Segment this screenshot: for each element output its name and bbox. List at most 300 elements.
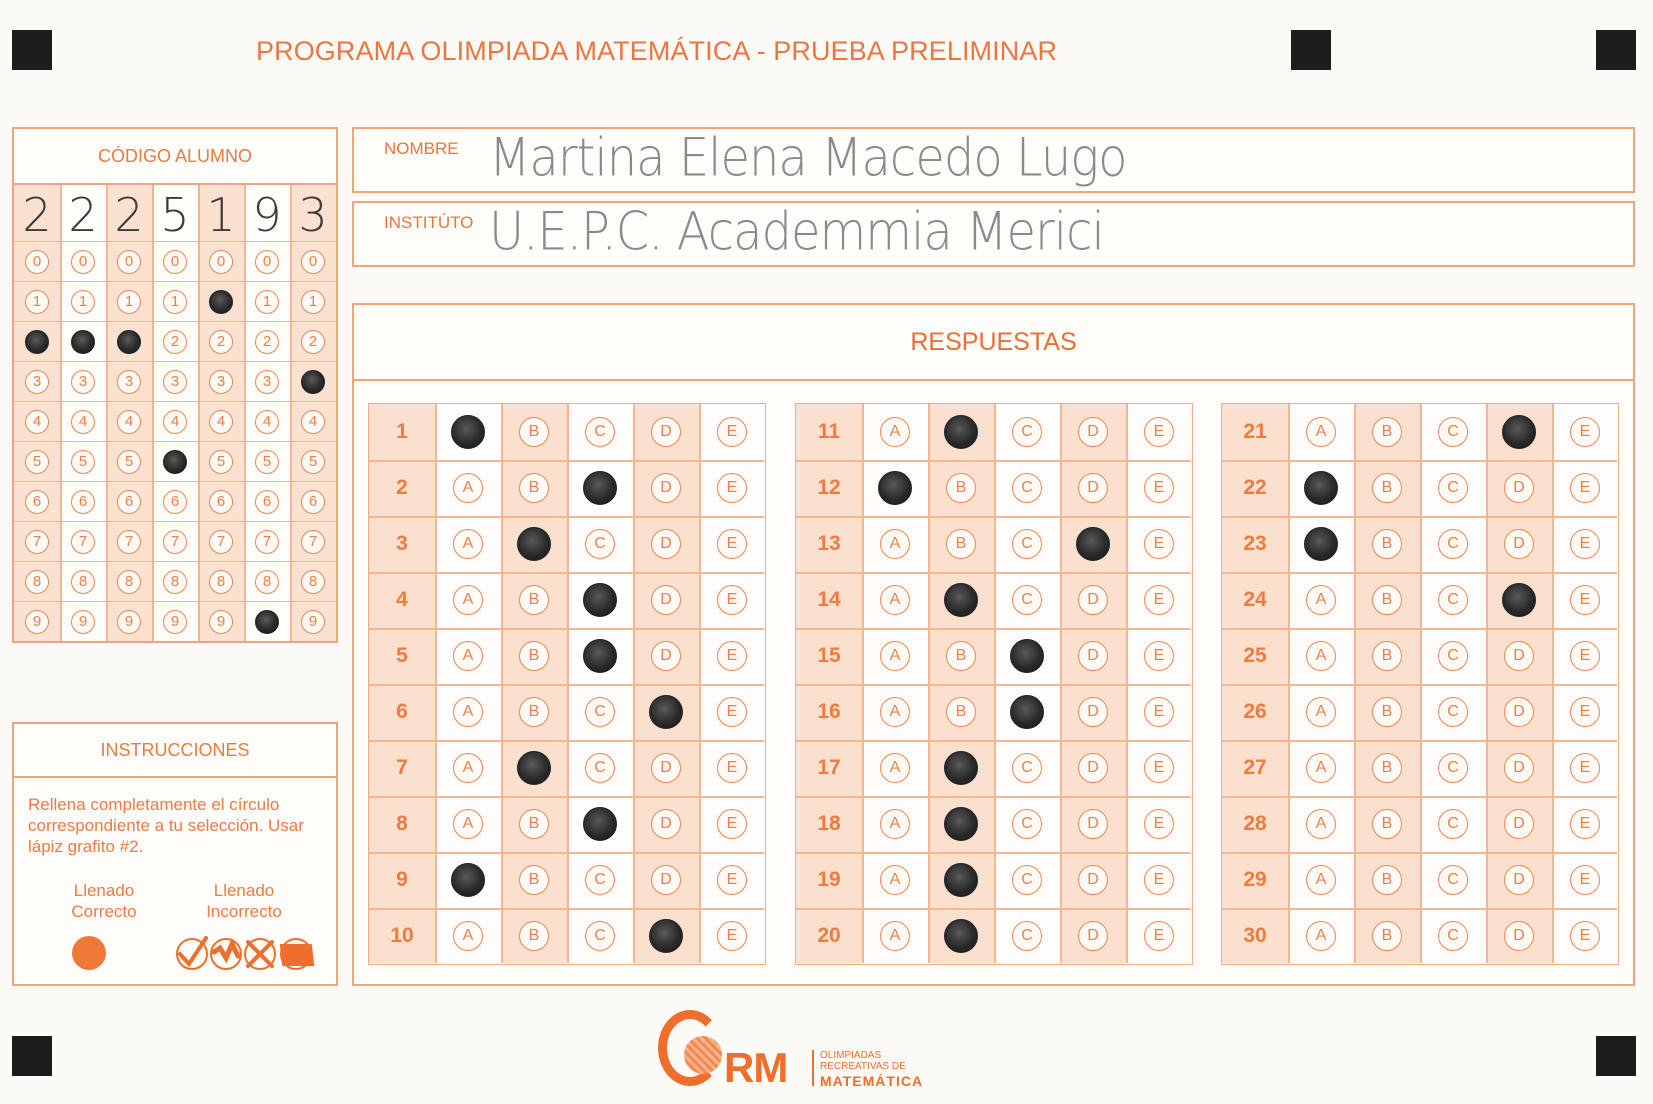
answer-bubble[interactable]: E <box>1570 529 1600 559</box>
answer-bubble[interactable]: A <box>880 697 910 727</box>
answer-bubble[interactable]: B <box>1372 865 1402 895</box>
code-bubble-filled[interactable] <box>117 330 141 354</box>
code-bubble-filled[interactable] <box>71 330 95 354</box>
code-bubble[interactable]: 9 <box>25 610 49 634</box>
code-bubble[interactable]: 4 <box>25 410 49 434</box>
answer-bubble[interactable]: D <box>651 473 681 503</box>
student-code-panel <box>12 127 338 643</box>
code-cell <box>152 281 198 321</box>
code-written-digit: 5 <box>160 188 190 242</box>
code-bubble[interactable]: 8 <box>209 570 233 594</box>
instructions-title: INSTRUCCIONES <box>14 724 336 778</box>
code-bubble[interactable]: 4 <box>255 410 279 434</box>
code-cell <box>106 321 152 361</box>
answer-row <box>369 684 764 740</box>
registration-mark-top-right <box>1596 30 1636 70</box>
code-column-divider <box>106 185 108 641</box>
code-bubble[interactable]: 3 <box>163 370 187 394</box>
code-bubble[interactable]: 2 <box>209 330 233 354</box>
answer-row <box>796 572 1191 628</box>
code-cell <box>152 601 198 641</box>
answer-bubble[interactable]: E <box>1144 865 1174 895</box>
code-cell <box>290 361 336 401</box>
answer-row <box>1222 796 1617 852</box>
code-bubble[interactable]: 1 <box>71 290 95 314</box>
answer-bubble-filled[interactable] <box>944 807 978 841</box>
answer-bubble[interactable]: A <box>880 753 910 783</box>
question-number: 23 <box>1243 532 1267 555</box>
answer-bubble[interactable]: B <box>946 641 976 671</box>
answer-bubble[interactable]: A <box>1306 417 1336 447</box>
registration-mark-bottom-right <box>1596 1036 1636 1076</box>
answer-bubble[interactable]: E <box>1570 753 1600 783</box>
code-bubble[interactable]: 2 <box>301 330 325 354</box>
answer-bubble[interactable]: D <box>1078 641 1108 671</box>
answer-bubble[interactable]: A <box>453 641 483 671</box>
answer-bubble[interactable]: E <box>717 865 747 895</box>
code-cell <box>60 441 106 481</box>
answer-bubble[interactable]: E <box>1570 585 1600 615</box>
answer-bubble[interactable]: E <box>1144 697 1174 727</box>
answer-bubble[interactable]: C <box>1012 417 1042 447</box>
answer-bubble[interactable]: B <box>1372 809 1402 839</box>
answer-bubble[interactable]: B <box>1372 753 1402 783</box>
code-cell <box>198 281 244 321</box>
answer-bubble[interactable]: B <box>519 417 549 447</box>
answer-bubble-filled[interactable] <box>517 527 551 561</box>
question-number: 28 <box>1243 812 1267 835</box>
code-bubble[interactable]: 1 <box>163 290 187 314</box>
answer-bubble[interactable]: A <box>453 753 483 783</box>
code-bubble[interactable]: 4 <box>163 410 187 434</box>
code-bubble[interactable]: 5 <box>209 450 233 474</box>
code-column <box>14 185 60 641</box>
code-bubble[interactable]: 4 <box>209 410 233 434</box>
answer-bubble-filled[interactable] <box>1304 471 1338 505</box>
code-bubble[interactable]: 7 <box>117 530 141 554</box>
answer-bubble[interactable]: E <box>717 473 747 503</box>
answer-bubble[interactable]: C <box>1438 417 1468 447</box>
answer-bubble[interactable]: D <box>1078 473 1108 503</box>
correct-fill-label: Llenado Correcto <box>71 881 137 921</box>
code-bubble[interactable]: 7 <box>163 530 187 554</box>
answer-bubble[interactable]: A <box>1306 809 1336 839</box>
answer-bubble-filled[interactable] <box>583 471 617 505</box>
code-written-digit: 3 <box>298 188 328 242</box>
question-number: 27 <box>1243 756 1267 779</box>
code-bubble[interactable]: 1 <box>117 290 141 314</box>
answer-bubble[interactable]: B <box>519 921 549 951</box>
code-cell <box>290 601 336 641</box>
code-cell <box>244 561 290 601</box>
answer-bubble[interactable]: D <box>651 809 681 839</box>
code-bubble[interactable]: 3 <box>25 370 49 394</box>
answer-bubble[interactable]: D <box>1078 921 1108 951</box>
code-bubble[interactable]: 4 <box>301 410 325 434</box>
code-bubble[interactable]: 5 <box>71 450 95 474</box>
name-label: NOMBRE <box>384 139 459 158</box>
answer-bubble-filled[interactable] <box>583 639 617 673</box>
code-bubble[interactable]: 8 <box>71 570 95 594</box>
code-cell <box>60 601 106 641</box>
answer-bubble-filled[interactable] <box>451 863 485 897</box>
correct-fill-example-icon <box>72 936 106 970</box>
answer-bubble[interactable]: D <box>651 753 681 783</box>
code-bubble[interactable]: 6 <box>301 490 325 514</box>
answer-bubble[interactable]: C <box>1012 753 1042 783</box>
answer-bubble[interactable]: A <box>1306 585 1336 615</box>
code-cell <box>14 401 60 441</box>
answer-bubble[interactable]: A <box>1306 697 1336 727</box>
answer-bubble[interactable]: C <box>585 865 615 895</box>
answers-panel <box>352 303 1635 986</box>
answer-bubble[interactable]: E <box>1570 641 1600 671</box>
code-bubble[interactable]: 3 <box>71 370 95 394</box>
answer-bubble[interactable]: B <box>1372 473 1402 503</box>
answer-row <box>796 796 1191 852</box>
answer-bubble[interactable]: E <box>1144 753 1174 783</box>
answer-bubble[interactable]: C <box>1438 809 1468 839</box>
answer-bubble-filled[interactable] <box>583 583 617 617</box>
code-bubble[interactable]: 0 <box>255 250 279 274</box>
code-bubble-filled[interactable] <box>209 290 233 314</box>
student-code-title: CÓDIGO ALUMNO <box>14 129 336 185</box>
answer-bubble[interactable]: B <box>1372 921 1402 951</box>
answer-bubble-filled[interactable] <box>1502 583 1536 617</box>
code-bubble[interactable]: 1 <box>255 290 279 314</box>
answer-bubble-filled[interactable] <box>1010 639 1044 673</box>
code-bubble[interactable]: 3 <box>117 370 141 394</box>
code-cell <box>14 521 60 561</box>
code-cell <box>198 601 244 641</box>
question-number: 19 <box>817 868 841 891</box>
code-cell <box>106 441 152 481</box>
answer-bubble[interactable]: B <box>519 865 549 895</box>
answer-bubble-filled[interactable] <box>649 695 683 729</box>
answer-row <box>1222 740 1617 796</box>
code-bubble[interactable]: 3 <box>209 370 233 394</box>
answer-bubble[interactable]: A <box>880 529 910 559</box>
answer-bubble[interactable]: C <box>1438 641 1468 671</box>
code-bubble-filled[interactable] <box>25 330 49 354</box>
code-cell <box>106 241 152 281</box>
answer-bubble[interactable]: B <box>519 809 549 839</box>
answer-bubble[interactable]: D <box>1504 697 1534 727</box>
answer-bubble[interactable]: E <box>717 697 747 727</box>
name-field[interactable] <box>352 127 1635 193</box>
code-cell <box>106 481 152 521</box>
code-bubble[interactable]: 6 <box>71 490 95 514</box>
answer-bubble[interactable]: C <box>1438 473 1468 503</box>
code-bubble[interactable]: 7 <box>255 530 279 554</box>
answer-bubble[interactable]: B <box>519 641 549 671</box>
answer-bubble[interactable]: B <box>1372 417 1402 447</box>
answer-bubble[interactable]: D <box>1504 529 1534 559</box>
answer-bubble[interactable]: D <box>1504 809 1534 839</box>
institute-label: INSTITÚTO <box>384 213 474 232</box>
code-bubble[interactable]: 6 <box>163 490 187 514</box>
code-bubble[interactable]: 0 <box>209 250 233 274</box>
answer-bubble[interactable]: E <box>717 529 747 559</box>
answer-bubble[interactable]: D <box>1504 865 1534 895</box>
answer-bubble[interactable]: A <box>1306 921 1336 951</box>
answer-bubble-filled[interactable] <box>1010 695 1044 729</box>
code-bubble[interactable]: 8 <box>301 570 325 594</box>
question-number: 7 <box>396 756 408 779</box>
question-number: 16 <box>817 700 841 723</box>
answer-bubble[interactable]: E <box>1144 529 1174 559</box>
question-number: 21 <box>1243 420 1267 443</box>
answer-bubble[interactable]: C <box>1012 473 1042 503</box>
code-cell <box>244 401 290 441</box>
answer-bubble[interactable]: B <box>946 473 976 503</box>
code-bubble[interactable]: 8 <box>163 570 187 594</box>
answer-bubble-filled[interactable] <box>451 415 485 449</box>
code-bubble[interactable]: 2 <box>163 330 187 354</box>
answer-bubble[interactable]: C <box>1012 865 1042 895</box>
answer-bubble[interactable]: E <box>717 753 747 783</box>
answer-bubble[interactable]: D <box>651 641 681 671</box>
answer-bubble[interactable]: E <box>1570 921 1600 951</box>
answer-bubble[interactable]: B <box>946 529 976 559</box>
code-bubble[interactable]: 9 <box>209 610 233 634</box>
code-column <box>290 185 336 641</box>
answer-bubble-filled[interactable] <box>649 919 683 953</box>
code-cell <box>60 321 106 361</box>
answer-bubble[interactable]: A <box>453 529 483 559</box>
answer-bubble-filled[interactable] <box>944 919 978 953</box>
answer-bubble[interactable]: E <box>1570 473 1600 503</box>
answer-bubble[interactable]: A <box>880 921 910 951</box>
code-bubble[interactable]: 6 <box>255 490 279 514</box>
answer-bubble[interactable]: B <box>1372 641 1402 671</box>
answer-bubble[interactable]: E <box>717 417 747 447</box>
answer-row <box>1222 852 1617 908</box>
answer-bubble[interactable]: D <box>651 417 681 447</box>
answer-row <box>796 404 1191 460</box>
code-bubble[interactable]: 3 <box>255 370 279 394</box>
answer-bubble[interactable]: C <box>1438 529 1468 559</box>
answer-row <box>796 516 1191 572</box>
answer-bubble[interactable]: A <box>1306 865 1336 895</box>
answer-bubble[interactable]: B <box>1372 697 1402 727</box>
code-bubble[interactable]: 7 <box>25 530 49 554</box>
answer-bubble-filled[interactable] <box>878 471 912 505</box>
code-bubble[interactable]: 0 <box>163 250 187 274</box>
code-cell <box>290 441 336 481</box>
answer-bubble[interactable]: E <box>1144 417 1174 447</box>
answer-bubble[interactable]: E <box>1570 417 1600 447</box>
answer-bubble[interactable]: B <box>519 473 549 503</box>
code-written-digit: 2 <box>68 188 98 242</box>
code-bubble[interactable]: 1 <box>25 290 49 314</box>
answer-bubble[interactable]: E <box>1144 473 1174 503</box>
answer-bubble[interactable]: C <box>1438 753 1468 783</box>
answer-bubble[interactable]: E <box>717 641 747 671</box>
code-bubble-filled[interactable] <box>301 370 325 394</box>
code-bubble[interactable]: 9 <box>301 610 325 634</box>
answer-bubble-filled[interactable] <box>944 583 978 617</box>
answer-row <box>369 908 764 964</box>
answer-row <box>796 740 1191 796</box>
code-bubble[interactable]: 0 <box>117 250 141 274</box>
code-bubble-filled[interactable] <box>163 450 187 474</box>
answer-bubble[interactable]: C <box>585 417 615 447</box>
answer-bubble[interactable]: D <box>651 585 681 615</box>
answer-bubble-filled[interactable] <box>944 415 978 449</box>
answer-bubble[interactable]: E <box>1144 809 1174 839</box>
answer-bubble[interactable]: E <box>1144 921 1174 951</box>
code-cell <box>198 321 244 361</box>
code-cell <box>198 521 244 561</box>
answer-bubble[interactable]: C <box>1438 865 1468 895</box>
answer-bubble[interactable]: E <box>1570 809 1600 839</box>
answer-bubble[interactable]: D <box>1078 585 1108 615</box>
answer-bubble[interactable]: E <box>717 921 747 951</box>
answer-row <box>796 852 1191 908</box>
answer-bubble[interactable]: B <box>946 697 976 727</box>
code-written-digit: 2 <box>114 188 144 242</box>
logo-line-1: OLIMPIADAS <box>820 1050 882 1061</box>
answer-bubble-filled[interactable] <box>1076 527 1110 561</box>
answer-bubble[interactable]: E <box>717 585 747 615</box>
code-bubble[interactable]: 6 <box>209 490 233 514</box>
question-number: 29 <box>1243 868 1267 891</box>
code-bubble[interactable]: 7 <box>71 530 95 554</box>
answer-bubble[interactable]: A <box>453 921 483 951</box>
question-number: 18 <box>817 812 841 835</box>
answer-bubble[interactable]: D <box>1504 473 1534 503</box>
answer-bubble[interactable]: C <box>1438 697 1468 727</box>
answer-bubble-filled[interactable] <box>944 863 978 897</box>
answer-bubble[interactable]: D <box>1078 417 1108 447</box>
answer-bubble[interactable]: A <box>453 585 483 615</box>
answer-bubble[interactable]: D <box>1078 865 1108 895</box>
answer-row <box>369 740 764 796</box>
answer-bubble[interactable]: B <box>519 585 549 615</box>
answer-bubble[interactable]: C <box>585 921 615 951</box>
answer-row <box>796 908 1191 964</box>
answer-bubble[interactable]: E <box>1144 641 1174 671</box>
question-number: 25 <box>1243 644 1267 667</box>
answer-bubble[interactable]: A <box>453 697 483 727</box>
answer-bubble[interactable]: E <box>1570 865 1600 895</box>
answer-bubble[interactable]: B <box>1372 585 1402 615</box>
answer-bubble[interactable]: A <box>1306 753 1336 783</box>
code-bubble[interactable]: 0 <box>71 250 95 274</box>
answer-bubble[interactable]: A <box>453 809 483 839</box>
answer-bubble[interactable]: D <box>1504 753 1534 783</box>
code-cell <box>152 441 198 481</box>
code-bubble[interactable]: 9 <box>71 610 95 634</box>
answer-bubble[interactable]: C <box>1438 921 1468 951</box>
code-bubble[interactable]: 5 <box>25 450 49 474</box>
answer-bubble[interactable]: D <box>1078 753 1108 783</box>
answer-bubble[interactable]: C <box>1012 921 1042 951</box>
answer-bubble[interactable]: D <box>1078 697 1108 727</box>
answer-bubble-filled[interactable] <box>517 751 551 785</box>
answer-bubble[interactable]: A <box>880 809 910 839</box>
institute-field[interactable] <box>352 201 1635 267</box>
code-cell <box>244 361 290 401</box>
code-column-divider <box>152 185 154 641</box>
code-bubble[interactable]: 5 <box>255 450 279 474</box>
answer-bubble[interactable]: A <box>1306 641 1336 671</box>
code-bubble[interactable]: 6 <box>117 490 141 514</box>
answer-row <box>1222 628 1617 684</box>
answer-bubble[interactable]: B <box>519 697 549 727</box>
answer-bubble[interactable]: D <box>651 865 681 895</box>
code-column <box>152 185 198 641</box>
answer-bubble[interactable]: A <box>453 473 483 503</box>
code-bubble[interactable]: 1 <box>301 290 325 314</box>
answer-bubble[interactable]: C <box>1012 809 1042 839</box>
code-bubble[interactable]: 8 <box>255 570 279 594</box>
answer-bubble[interactable]: E <box>717 809 747 839</box>
answer-bubble[interactable]: C <box>585 529 615 559</box>
code-bubble[interactable]: 4 <box>71 410 95 434</box>
code-cell <box>152 401 198 441</box>
answer-bubble[interactable]: D <box>1078 809 1108 839</box>
answer-bubble[interactable]: A <box>880 641 910 671</box>
code-bubble[interactable]: 5 <box>301 450 325 474</box>
answer-bubble-filled[interactable] <box>1502 415 1536 449</box>
answer-bubble[interactable]: D <box>651 529 681 559</box>
code-bubble[interactable]: 5 <box>117 450 141 474</box>
answer-bubble[interactable]: A <box>880 585 910 615</box>
answer-bubble[interactable]: C <box>585 697 615 727</box>
code-column-divider <box>244 185 246 641</box>
answer-bubble[interactable]: D <box>1504 641 1534 671</box>
code-bubble[interactable]: 2 <box>255 330 279 354</box>
code-bubble[interactable]: 8 <box>25 570 49 594</box>
code-bubble[interactable]: 7 <box>301 530 325 554</box>
code-cell <box>60 241 106 281</box>
code-bubble[interactable]: 0 <box>301 250 325 274</box>
question-number: 9 <box>396 868 408 891</box>
code-cell <box>152 561 198 601</box>
code-bubble-filled[interactable] <box>255 610 279 634</box>
answer-bubble-filled[interactable] <box>944 751 978 785</box>
question-number: 13 <box>817 532 841 555</box>
answer-bubble[interactable]: C <box>1012 585 1042 615</box>
answer-row <box>369 572 764 628</box>
code-bubble[interactable]: 4 <box>117 410 141 434</box>
answer-bubble[interactable]: E <box>1570 697 1600 727</box>
code-cell <box>244 481 290 521</box>
answer-bubble[interactable]: C <box>1012 529 1042 559</box>
answer-row <box>369 628 764 684</box>
answer-bubble-filled[interactable] <box>1304 527 1338 561</box>
answer-bubble[interactable]: C <box>1438 585 1468 615</box>
answer-bubble[interactable]: C <box>585 753 615 783</box>
question-number: 20 <box>817 924 841 947</box>
code-bubble[interactable]: 9 <box>163 610 187 634</box>
answer-bubble[interactable]: B <box>1372 529 1402 559</box>
code-bubble[interactable]: 7 <box>209 530 233 554</box>
code-bubble[interactable]: 8 <box>117 570 141 594</box>
code-bubble[interactable]: 0 <box>25 250 49 274</box>
answer-bubble[interactable]: A <box>880 865 910 895</box>
answer-bubble-filled[interactable] <box>583 807 617 841</box>
code-cell <box>106 281 152 321</box>
answer-bubble[interactable]: A <box>880 417 910 447</box>
answer-bubble[interactable]: D <box>1504 921 1534 951</box>
code-bubble[interactable]: 6 <box>25 490 49 514</box>
code-bubble[interactable]: 9 <box>117 610 141 634</box>
answer-bubble[interactable]: E <box>1144 585 1174 615</box>
code-cell <box>14 281 60 321</box>
